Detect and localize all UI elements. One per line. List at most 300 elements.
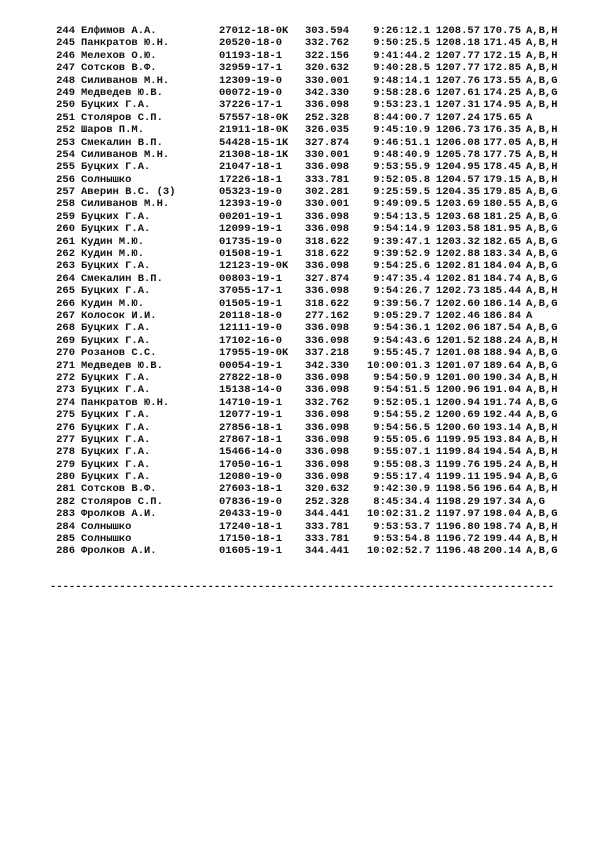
ring-number: 17240-18-1 [219, 520, 283, 533]
ring-number: 21047-18-1 [219, 161, 283, 174]
arrival-time: 10:00:01.3 [366, 359, 430, 372]
row-number: 257 [56, 186, 75, 199]
classes: A,B,G [526, 471, 558, 484]
result-row [50, 508, 566, 520]
speed: 1204.35 [435, 186, 480, 199]
fancier-name: Буцких Г.А. [81, 421, 151, 434]
speed: 1202.88 [435, 248, 480, 261]
row-number: 253 [56, 136, 75, 149]
ring-number: 01605-19-1 [219, 545, 283, 558]
distance: 336.098 [305, 458, 350, 471]
arrival-time: 9:47:35.4 [373, 272, 430, 285]
row-number: 274 [56, 396, 75, 409]
classes: A,B,H [526, 384, 558, 397]
speed: 1198.56 [435, 483, 480, 496]
points: 195.24 [483, 458, 521, 471]
fancier-name: Солнышко [81, 533, 132, 546]
fancier-name: Смекалин В.П. [81, 272, 163, 285]
fancier-name: Солнышко [81, 173, 132, 186]
result-row [50, 360, 566, 372]
fancier-name: Буцких Г.А. [81, 334, 151, 347]
fancier-name: Буцких Г.А. [81, 409, 151, 422]
fancier-name: Розанов С.С. [81, 347, 157, 360]
classes: A [526, 111, 533, 124]
row-number: 256 [56, 173, 75, 186]
speed: 1203.32 [435, 235, 480, 248]
distance: 277.162 [305, 309, 350, 322]
distance: 342.330 [305, 359, 350, 372]
distance: 330.001 [305, 198, 350, 211]
classes: A,B,H [526, 37, 558, 50]
arrival-time: 9:54:51.5 [373, 384, 430, 397]
points: 174.25 [483, 86, 521, 99]
arrival-time: 9:46:51.1 [373, 136, 430, 149]
ring-number: 12111-19-0 [219, 322, 283, 335]
row-number: 261 [56, 235, 75, 248]
result-row [50, 87, 566, 99]
points: 195.94 [483, 471, 521, 484]
points: 179.15 [483, 173, 521, 186]
arrival-time: 9:54:14.9 [373, 223, 430, 236]
result-row [50, 223, 566, 235]
fancier-name: Кудин М.Ю. [81, 248, 145, 261]
distance: 336.098 [305, 161, 350, 174]
classes: A,B,G [526, 198, 558, 211]
fancier-name: Аверин В.С. (3) [81, 186, 176, 199]
row-number: 252 [56, 124, 75, 137]
ring-number: 12123-19-0K [219, 260, 289, 273]
distance: 332.762 [305, 396, 350, 409]
result-row [50, 409, 566, 421]
arrival-time: 10:02:52.7 [366, 545, 430, 558]
row-number: 247 [56, 62, 75, 75]
arrival-time: 9:54:43.6 [373, 334, 430, 347]
fancier-name: Буцких Г.А. [81, 458, 151, 471]
row-number: 246 [56, 49, 75, 62]
ring-number: 12080-19-0 [219, 471, 283, 484]
distance: 332.762 [305, 37, 350, 50]
ring-number: 00803-19-1 [219, 272, 283, 285]
result-row [50, 149, 566, 161]
points: 177.75 [483, 148, 521, 161]
arrival-time: 9:55:08.3 [373, 458, 430, 471]
result-row [50, 347, 566, 359]
result-row [50, 335, 566, 347]
fancier-name: Буцких Г.А. [81, 384, 151, 397]
distance: 336.098 [305, 409, 350, 422]
points: 187.54 [483, 322, 521, 335]
points: 188.24 [483, 334, 521, 347]
result-row [50, 62, 566, 74]
row-number: 269 [56, 334, 75, 347]
arrival-time: 9:54:25.6 [373, 260, 430, 273]
ring-number: 01735-19-0 [219, 235, 283, 248]
speed: 1200.94 [435, 396, 480, 409]
arrival-time: 9:53:23.1 [373, 99, 430, 112]
distance: 336.098 [305, 285, 350, 298]
distance: 336.098 [305, 384, 350, 397]
row-number: 245 [56, 37, 75, 50]
ring-number: 37055-17-1 [219, 285, 283, 298]
arrival-time: 8:45:34.4 [373, 495, 430, 508]
result-row [50, 161, 566, 173]
classes: A,B,H [526, 483, 558, 496]
distance: 336.098 [305, 471, 350, 484]
arrival-time: 9:53:55.9 [373, 161, 430, 174]
fancier-name: Панкратов Ю.Н. [81, 37, 170, 50]
arrival-time: 9:55:07.1 [373, 446, 430, 459]
fancier-name: Силиванов М.Н. [81, 74, 170, 87]
classes: A,B,G [526, 322, 558, 335]
classes: A,B,G [526, 235, 558, 248]
speed: 1200.69 [435, 409, 480, 422]
points: 182.65 [483, 235, 521, 248]
points: 198.04 [483, 508, 521, 521]
distance: 252.328 [305, 495, 350, 508]
classes: A,B,G [526, 260, 558, 273]
fancier-name: Колосок И.И. [81, 309, 157, 322]
ring-number: 21308-18-1K [219, 148, 289, 161]
row-number: 284 [56, 520, 75, 533]
row-number: 248 [56, 74, 75, 87]
distance: 318.622 [305, 248, 350, 261]
ring-number: 00201-19-1 [219, 210, 283, 223]
classes: A,B,G [526, 272, 558, 285]
points: 184.04 [483, 260, 521, 273]
speed: 1205.78 [435, 148, 480, 161]
row-number: 271 [56, 359, 75, 372]
points: 178.45 [483, 161, 521, 174]
classes: A,B,G [526, 297, 558, 310]
arrival-time: 9:55:45.7 [373, 347, 430, 360]
arrival-time: 9:41:44.2 [373, 49, 430, 62]
ring-number: 05323-19-0 [219, 186, 283, 199]
distance: 344.441 [305, 545, 350, 558]
arrival-time: 8:44:00.7 [373, 111, 430, 124]
row-number: 278 [56, 446, 75, 459]
arrival-time: 9:53:53.7 [373, 520, 430, 533]
ring-number: 17955-19-0K [219, 347, 289, 360]
results-list [50, 25, 566, 558]
fancier-name: Буцких Г.А. [81, 446, 151, 459]
speed: 1201.07 [435, 359, 480, 372]
ring-number: 12393-19-0 [219, 198, 283, 211]
points: 197.34 [483, 495, 521, 508]
distance: 336.098 [305, 322, 350, 335]
row-number: 272 [56, 371, 75, 384]
row-number: 244 [56, 25, 75, 37]
ring-number: 20433-19-0 [219, 508, 283, 521]
fancier-name: Сотсков В.Ф. [81, 62, 157, 75]
points: 186.84 [483, 309, 521, 322]
classes: A,B,H [526, 62, 558, 75]
distance: 326.035 [305, 124, 350, 137]
arrival-time: 9:49:09.5 [373, 198, 430, 211]
distance: 327.874 [305, 272, 350, 285]
result-row [50, 310, 566, 322]
speed: 1201.52 [435, 334, 480, 347]
result-row [50, 25, 566, 37]
classes: A,B,G [526, 508, 558, 521]
points: 193.84 [483, 433, 521, 446]
speed: 1202.06 [435, 322, 480, 335]
fancier-name: Столяров С.П. [81, 495, 163, 508]
points: 186.14 [483, 297, 521, 310]
speed: 1201.00 [435, 371, 480, 384]
speed: 1206.73 [435, 124, 480, 137]
classes: A,B,G [526, 248, 558, 261]
distance: 336.098 [305, 223, 350, 236]
points: 180.55 [483, 198, 521, 211]
speed: 1202.73 [435, 285, 480, 298]
speed: 1202.81 [435, 260, 480, 273]
fancier-name: Панкратов Ю.Н. [81, 396, 170, 409]
ring-number: 14710-19-1 [219, 396, 283, 409]
result-row [50, 186, 566, 198]
result-row [50, 434, 566, 446]
result-row [50, 483, 566, 495]
ring-number: 01193-18-1 [219, 49, 283, 62]
row-number: 280 [56, 471, 75, 484]
classes: A [526, 309, 533, 322]
arrival-time: 9:26:12.1 [373, 25, 430, 37]
speed: 1207.61 [435, 86, 480, 99]
row-number: 255 [56, 161, 75, 174]
row-number: 270 [56, 347, 75, 360]
fancier-name: Буцких Г.А. [81, 210, 151, 223]
classes: A,B,H [526, 99, 558, 112]
distance: 336.098 [305, 421, 350, 434]
classes: A,B,H [526, 458, 558, 471]
arrival-time: 9:42:30.9 [373, 483, 430, 496]
points: 173.55 [483, 74, 521, 87]
speed: 1207.77 [435, 49, 480, 62]
result-row [50, 471, 566, 483]
fancier-name: Буцких Г.А. [81, 260, 151, 273]
distance: 336.098 [305, 210, 350, 223]
ring-number: 12077-19-1 [219, 409, 283, 422]
distance: 336.098 [305, 260, 350, 273]
row-number: 283 [56, 508, 75, 521]
points: 171.45 [483, 37, 521, 50]
result-row [50, 384, 566, 396]
points: 177.05 [483, 136, 521, 149]
fancier-name: Буцких Г.А. [81, 161, 151, 174]
arrival-time: 9:39:47.1 [373, 235, 430, 248]
distance: 318.622 [305, 235, 350, 248]
arrival-time: 9:54:26.7 [373, 285, 430, 298]
points: 190.34 [483, 371, 521, 384]
row-number: 276 [56, 421, 75, 434]
speed: 1207.76 [435, 74, 480, 87]
result-row [50, 446, 566, 458]
ring-number: 20520-18-0 [219, 37, 283, 50]
fancier-name: Буцких Г.А. [81, 322, 151, 335]
points: 179.85 [483, 186, 521, 199]
arrival-time: 9:52:05.8 [373, 173, 430, 186]
result-row [50, 236, 566, 248]
classes: A,B,H [526, 421, 558, 434]
result-row [50, 397, 566, 409]
speed: 1202.81 [435, 272, 480, 285]
points: 199.44 [483, 533, 521, 546]
classes: A,B,H [526, 334, 558, 347]
result-row [50, 198, 566, 210]
classes: A,B,G [526, 186, 558, 199]
distance: 337.218 [305, 347, 350, 360]
speed: 1196.72 [435, 533, 480, 546]
result-row [50, 496, 566, 508]
distance: 330.001 [305, 74, 350, 87]
row-number: 273 [56, 384, 75, 397]
ring-number: 21911-18-0K [219, 124, 289, 137]
result-row [50, 372, 566, 384]
distance: 333.781 [305, 520, 350, 533]
ring-number: 27867-18-1 [219, 433, 283, 446]
points: 176.35 [483, 124, 521, 137]
ring-number: 12309-19-0 [219, 74, 283, 87]
classes: A,B,H [526, 433, 558, 446]
distance: 303.594 [305, 25, 350, 37]
distance: 327.874 [305, 136, 350, 149]
arrival-time: 9:54:55.2 [373, 409, 430, 422]
row-number: 251 [56, 111, 75, 124]
speed: 1197.97 [435, 508, 480, 521]
distance: 336.098 [305, 371, 350, 384]
arrival-time: 9:58:28.6 [373, 86, 430, 99]
points: 175.65 [483, 111, 521, 124]
speed: 1199.84 [435, 446, 480, 459]
result-row [50, 37, 566, 49]
row-number: 264 [56, 272, 75, 285]
distance: 336.098 [305, 99, 350, 112]
row-number: 258 [56, 198, 75, 211]
fancier-name: Буцких Г.А. [81, 371, 151, 384]
distance: 333.781 [305, 173, 350, 186]
result-row [50, 260, 566, 272]
ring-number: 37226-17-1 [219, 99, 283, 112]
classes: A,B,H [526, 148, 558, 161]
arrival-time: 9:55:17.4 [373, 471, 430, 484]
distance: 344.441 [305, 508, 350, 521]
fancier-name: Медведев Ю.В. [81, 86, 163, 99]
speed: 1196.48 [435, 545, 480, 558]
classes: A,G [526, 495, 545, 508]
result-row [50, 521, 566, 533]
speed: 1201.08 [435, 347, 480, 360]
ring-number: 15466-14-0 [219, 446, 283, 459]
ring-number: 07836-19-0 [219, 495, 283, 508]
row-number: 260 [56, 223, 75, 236]
distance: 302.281 [305, 186, 350, 199]
result-row [50, 248, 566, 260]
ring-number: 17226-18-1 [219, 173, 283, 186]
classes: A,B,H [526, 446, 558, 459]
fancier-name: Кудин М.Ю. [81, 297, 145, 310]
arrival-time: 10:02:31.2 [366, 508, 430, 521]
row-number: 250 [56, 99, 75, 112]
ring-number: 12099-19-1 [219, 223, 283, 236]
classes: A,B,G [526, 210, 558, 223]
row-number: 262 [56, 248, 75, 261]
ring-number: 27856-18-1 [219, 421, 283, 434]
fancier-name: Силиванов М.Н. [81, 198, 170, 211]
result-row [50, 174, 566, 186]
ring-number: 01505-19-1 [219, 297, 283, 310]
result-row [50, 322, 566, 334]
classes: A,B,H [526, 533, 558, 546]
fancier-name: Фролков А.И. [81, 508, 157, 521]
ring-number: 57557-18-0K [219, 111, 289, 124]
fancier-name: Буцких Г.А. [81, 99, 151, 112]
ring-number: 27603-18-1 [219, 483, 283, 496]
classes: A,B,H [526, 49, 558, 62]
result-row [50, 273, 566, 285]
result-row [50, 285, 566, 297]
classes: A,B,G [526, 409, 558, 422]
arrival-time: 9:52:05.1 [373, 396, 430, 409]
result-row [50, 99, 566, 111]
arrival-time: 9:45:10.9 [373, 124, 430, 137]
fancier-name: Мелехов О.Ю. [81, 49, 157, 62]
row-number: 263 [56, 260, 75, 273]
points: 170.75 [483, 25, 521, 37]
row-number: 275 [56, 409, 75, 422]
distance: 333.781 [305, 533, 350, 546]
points: 200.14 [483, 545, 521, 558]
classes: A,B,H [526, 285, 558, 298]
speed: 1204.57 [435, 173, 480, 186]
classes: A,B,H [526, 520, 558, 533]
fancier-name: Буцких Г.А. [81, 223, 151, 236]
points: 196.64 [483, 483, 521, 496]
distance: 252.328 [305, 111, 350, 124]
arrival-time: 9:48:40.9 [373, 148, 430, 161]
speed: 1207.77 [435, 62, 480, 75]
speed: 1208.18 [435, 37, 480, 50]
speed: 1200.96 [435, 384, 480, 397]
ring-number: 15138-14-0 [219, 384, 283, 397]
ring-number: 17150-18-1 [219, 533, 283, 546]
arrival-time: 9:39:52.9 [373, 248, 430, 261]
classes: A,B,G [526, 545, 558, 558]
result-row [50, 137, 566, 149]
classes: A,B,G [526, 359, 558, 372]
speed: 1206.08 [435, 136, 480, 149]
points: 188.94 [483, 347, 521, 360]
fancier-name: Силиванов М.Н. [81, 148, 170, 161]
result-row [50, 459, 566, 471]
speed: 1199.76 [435, 458, 480, 471]
classes: A,B,G [526, 86, 558, 99]
speed: 1207.24 [435, 111, 480, 124]
speed: 1199.95 [435, 433, 480, 446]
row-number: 254 [56, 148, 75, 161]
arrival-time: 9:53:54.8 [373, 533, 430, 546]
fancier-name: Столяров С.П. [81, 111, 163, 124]
points: 172.15 [483, 49, 521, 62]
points: 184.74 [483, 272, 521, 285]
bottom-rule: -------------------------------------------------------------------------------- [50, 581, 555, 593]
speed: 1203.58 [435, 223, 480, 236]
ring-number: 17050-16-1 [219, 458, 283, 471]
classes: A,B,G [526, 223, 558, 236]
distance: 336.098 [305, 433, 350, 446]
speed: 1202.60 [435, 297, 480, 310]
points: 183.34 [483, 248, 521, 261]
result-row [50, 545, 566, 557]
row-number: 277 [56, 433, 75, 446]
